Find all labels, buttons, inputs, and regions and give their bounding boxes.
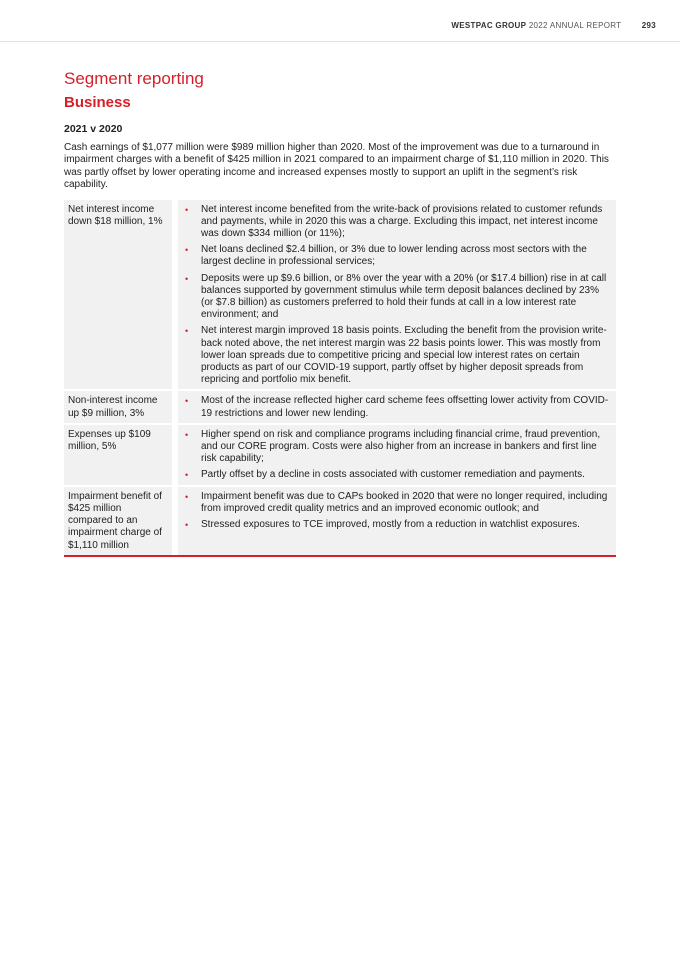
page-number: 293 [641,21,656,30]
bullet-list [182,491,612,532]
bullet-icon: • [185,470,189,481]
bullet-icon: • [185,245,189,256]
bullet-text: Net loans declined $2.4 billion, or 3% due to lower lending across most sectors with the largest decline in professional services; [201,244,587,268]
intro-paragraph: Cash earnings of $1,077 million were $989 million higher than 2020. Most of the improvement was due to a turnaround in impairment charges with a benefit of $425 million in 2021 compared to an impairment charge of $1,110 million in 2020. This was partly offset by lower operating income and increased expenses mostly to support an uplift in the segment’s risk capability. [64,142,609,191]
bullet-list [182,204,612,387]
list-item [182,519,612,531]
list-item [182,325,612,386]
bullet-icon: • [185,429,189,440]
main-content [64,68,616,557]
row-label: Non-interest income up $9 million, 3% [64,390,172,423]
table-row [64,390,616,423]
bullet-text: Higher spend on risk and compliance programs including financial crime, fraud prevention, and our CORE program. Costs were also higher from an increase in bankers and first line risk capability; [201,428,601,465]
header-brand: WESTPAC GROUP [451,21,527,30]
bullet-list [182,429,612,482]
table-row [64,486,616,556]
row-bullets [178,424,616,486]
bullet-text: Most of the increase reflected higher card scheme fees offsetting lower activity from COVID-19 restrictions and lower new lending. [201,395,609,419]
row-label: Net interest income down $18 million, 1% [64,199,172,391]
table-row [64,424,616,486]
header-divider [0,41,680,42]
bullet-text: Partly offset by a decline in costs associated with customer remediation and payments. [201,469,585,481]
bullet-text: Impairment benefit was due to CAPs booked in 2020 that were no longer required, including from improved credit quality metrics and an improved economic outlook; and [201,490,608,514]
row-label: Expenses up $109 million, 5% [64,424,172,486]
list-item [182,491,612,515]
segment-table [64,198,616,557]
section-title: Segment reporting [64,69,204,88]
page-header [451,21,656,30]
bullet-icon: • [185,273,189,284]
row-bullets [178,486,616,556]
bullet-text: Deposits were up $9.6 billion, or 8% over the year with a 20% (or $17.4 billion) rise in at call balances supported by government stimulus while term deposit balances declined by 23% (or $7.8 billion) as customers preferred to hold their funds at call in a low interest rate environment; and [201,272,607,321]
list-item [182,395,612,419]
row-bullets [178,390,616,423]
bullet-text: Net interest margin improved 18 basis points. Excluding the benefit from the provision write-back noted above, the net interest margin was 22 basis points lower. This was mostly from lower loan spreads due to competitive pricing and special low interest rates on certain products as part of our COVID-19 support, partly offset by higher deposit spreads from repricing and portfolio mix benefit. [201,325,607,386]
list-item [182,273,612,322]
row-bullets [178,199,616,391]
list-item [182,244,612,268]
bullet-text: Stressed exposures to TCE improved, mostly from a reduction in watchlist exposures. [201,519,580,531]
bullet-text: Net interest income benefited from the write-back of provisions related to customer refunds and payments, while in 2020 this was a charge. Excluding this impact, net interest income was down $334 million (or 11%); [201,203,603,240]
bullet-icon: • [185,204,189,215]
table-row [64,199,616,391]
bullet-icon: • [185,491,189,502]
bullet-list [182,395,612,419]
header-report: 2022 ANNUAL REPORT [528,21,622,30]
bullet-icon: • [185,396,189,407]
segment-title: Business [64,94,131,111]
bullet-icon: • [185,520,189,531]
bullet-icon: • [185,326,189,337]
list-item [182,429,612,466]
list-item [182,469,612,481]
comparison-heading: 2021 v 2020 [64,123,123,135]
row-label: Impairment benefit of $425 million compared to an impairment charge of $1,110 million [64,486,172,556]
list-item [182,204,612,241]
